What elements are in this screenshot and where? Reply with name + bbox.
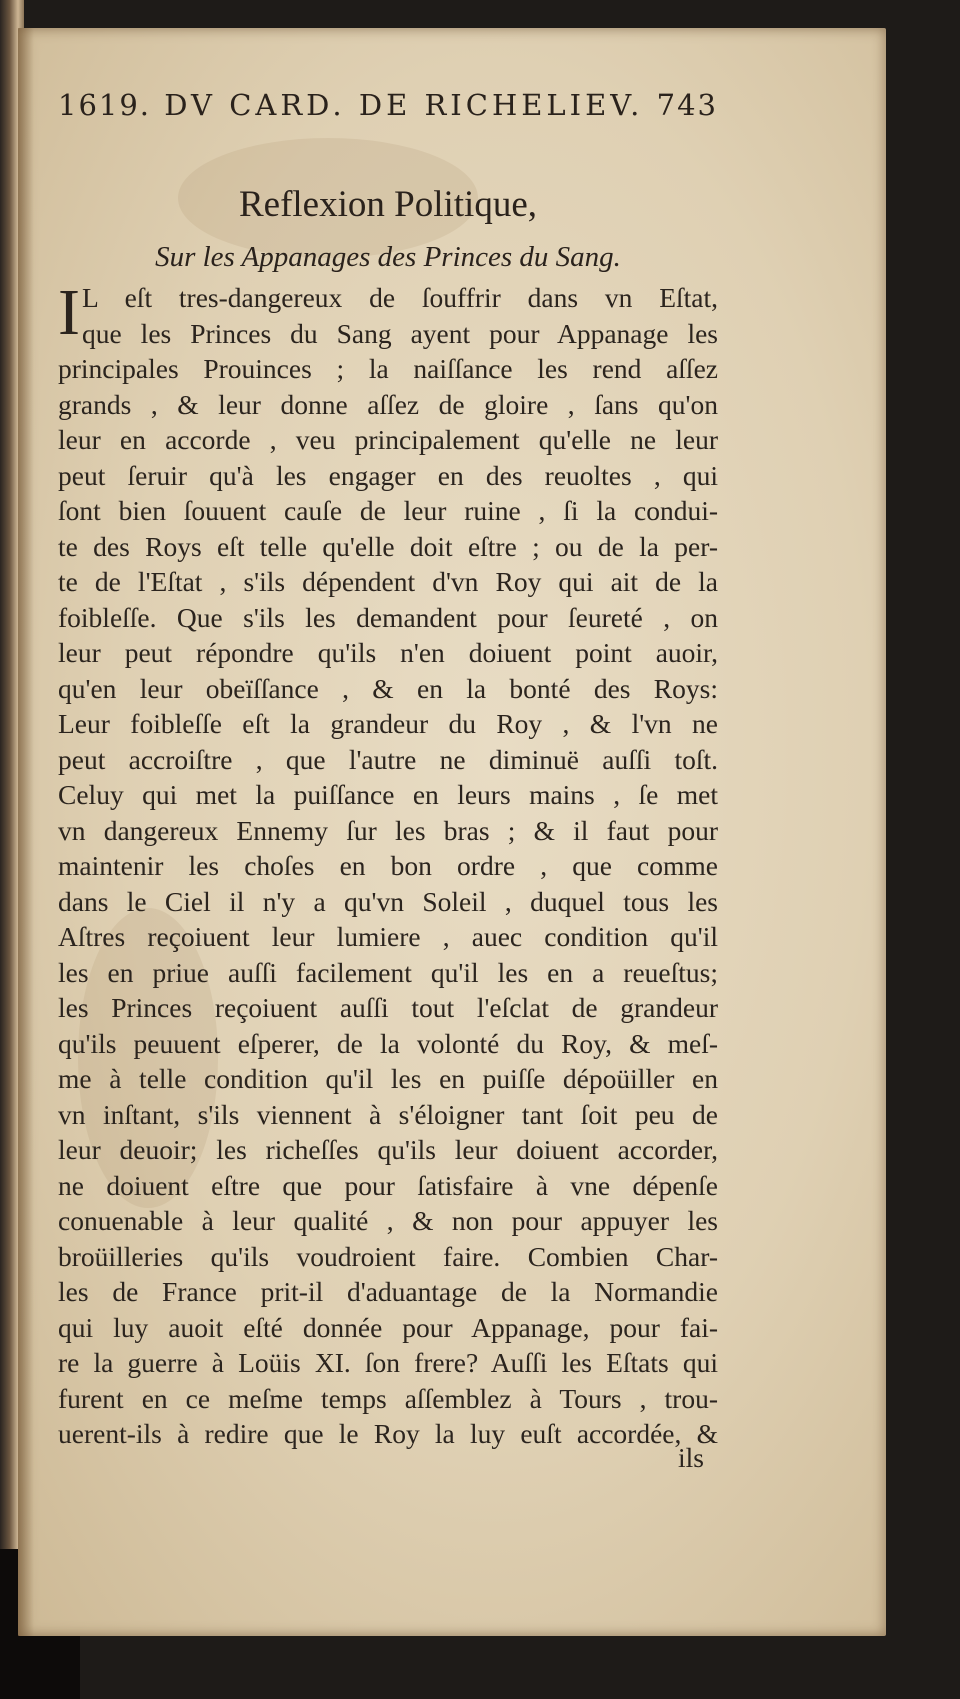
text-line: Celuy qui met la puiſſance en leurs mains , ſe met	[58, 779, 718, 810]
text-line: les Princes reçoiuent auſſi tout l'eſclat de grandeur	[58, 992, 718, 1023]
text-line: ſont bien ſouuent cauſe de leur ruine , ſi la condui-	[58, 495, 718, 526]
text-line: vn inſtant, s'ils viennent à s'éloigner tant ſoit peu de	[58, 1098, 718, 1130]
book-page	[18, 28, 886, 1636]
text-line: peut accroiſtre , que l'autre ne diminuë auſſi toſt.	[58, 743, 718, 775]
text-line: L eſt tres-dangereux de ſouffrir dans vn Eſtat,	[82, 282, 718, 313]
text-line: leur deuoir; les richeſſes qu'ils leur doiuent accorder,	[58, 1134, 718, 1165]
text-line: te des Roys eſt telle qu'elle doit eſtre ; ou de la per-	[58, 530, 718, 562]
text-line: Leur foibleſſe eſt la grandeur du Roy , & l'vn ne	[58, 708, 718, 739]
text-line: conuenable à leur qualité , & non pour appuyer les	[58, 1205, 718, 1236]
text-line: principales Prouinces ; la naiſſance les rend aſſez	[58, 353, 718, 384]
text-line: me à telle condition qu'il les en puiſſe dépoüiller en	[58, 1063, 718, 1094]
text-line: re la guerre à Loüis XI. ſon frere? Auſſi les Eſtats qui	[58, 1347, 718, 1378]
page-number: 743	[656, 88, 718, 122]
text-line: les de France prit-il d'aduantage de la Normandie	[58, 1276, 718, 1307]
text-line: peut ſeruir qu'à les engager en des reuoltes , qui	[58, 459, 718, 491]
text-line: foibleſſe. Que s'ils les demandent pour ſeureté , on	[58, 601, 718, 633]
text-line: ne doiuent eſtre que pour ſatisfaire à vne dépenſe	[58, 1169, 718, 1201]
text-line: les en priue auſſi facilement qu'il les en a reueſtus;	[58, 956, 718, 988]
drop-cap: I	[58, 276, 80, 349]
text-line: grands , & leur donne aſſez de gloire , ſans qu'on	[58, 388, 718, 420]
text-line: uerent-ils à redire que le Roy la luy euſt accordée, &	[58, 1418, 718, 1449]
page-gutter	[18, 28, 34, 1636]
chapter-subtitle: Sur les Appanages des Princes du Sang.	[155, 241, 621, 273]
running-head-year: 1619.	[58, 88, 152, 122]
text-line: furent en ce meſme temps aſſemblez à Tours , trou-	[58, 1382, 718, 1414]
running-head	[58, 88, 718, 122]
text-line: que les Princes du Sang ayent pour Appanage les	[82, 317, 718, 349]
text-line: dans le Ciel il n'y a qu'vn Soleil , duquel tous les	[58, 885, 718, 917]
text-line: te de l'Eſtat , s'ils dépendent d'vn Roy qui ait de la	[58, 566, 718, 597]
text-line: leur en accorde , veu principalement qu'elle ne leur	[58, 424, 718, 455]
chapter-title: Reflexion Politique,	[238, 184, 538, 225]
running-head-title: DV CARD. DE RICHELIEV.	[164, 88, 644, 122]
text-line: leur peut répondre qu'ils n'en doiuent point auoir,	[58, 637, 718, 668]
body-text	[58, 276, 718, 1452]
text-line: qui luy auoit eſté donnée pour Appanage, pour fai-	[58, 1311, 718, 1343]
text-line: broüilleries qu'ils voudroient faire. Combien Char-	[58, 1240, 718, 1272]
text-line: maintenir les choſes en bon ordre , que comme	[58, 850, 718, 881]
text-line: vn dangereux Ennemy ſur les bras ; & il faut pour	[58, 814, 718, 846]
catchword: ils	[678, 1442, 704, 1473]
text-line: qu'ils peuuent eſperer, de la volonté du Roy, & meſ-	[58, 1027, 718, 1059]
text-line: Aſtres reçoiuent leur lumiere , auec condition qu'il	[58, 921, 718, 952]
text-line: qu'en leur obeïſſance , & en la bonté des Roys:	[58, 672, 718, 704]
